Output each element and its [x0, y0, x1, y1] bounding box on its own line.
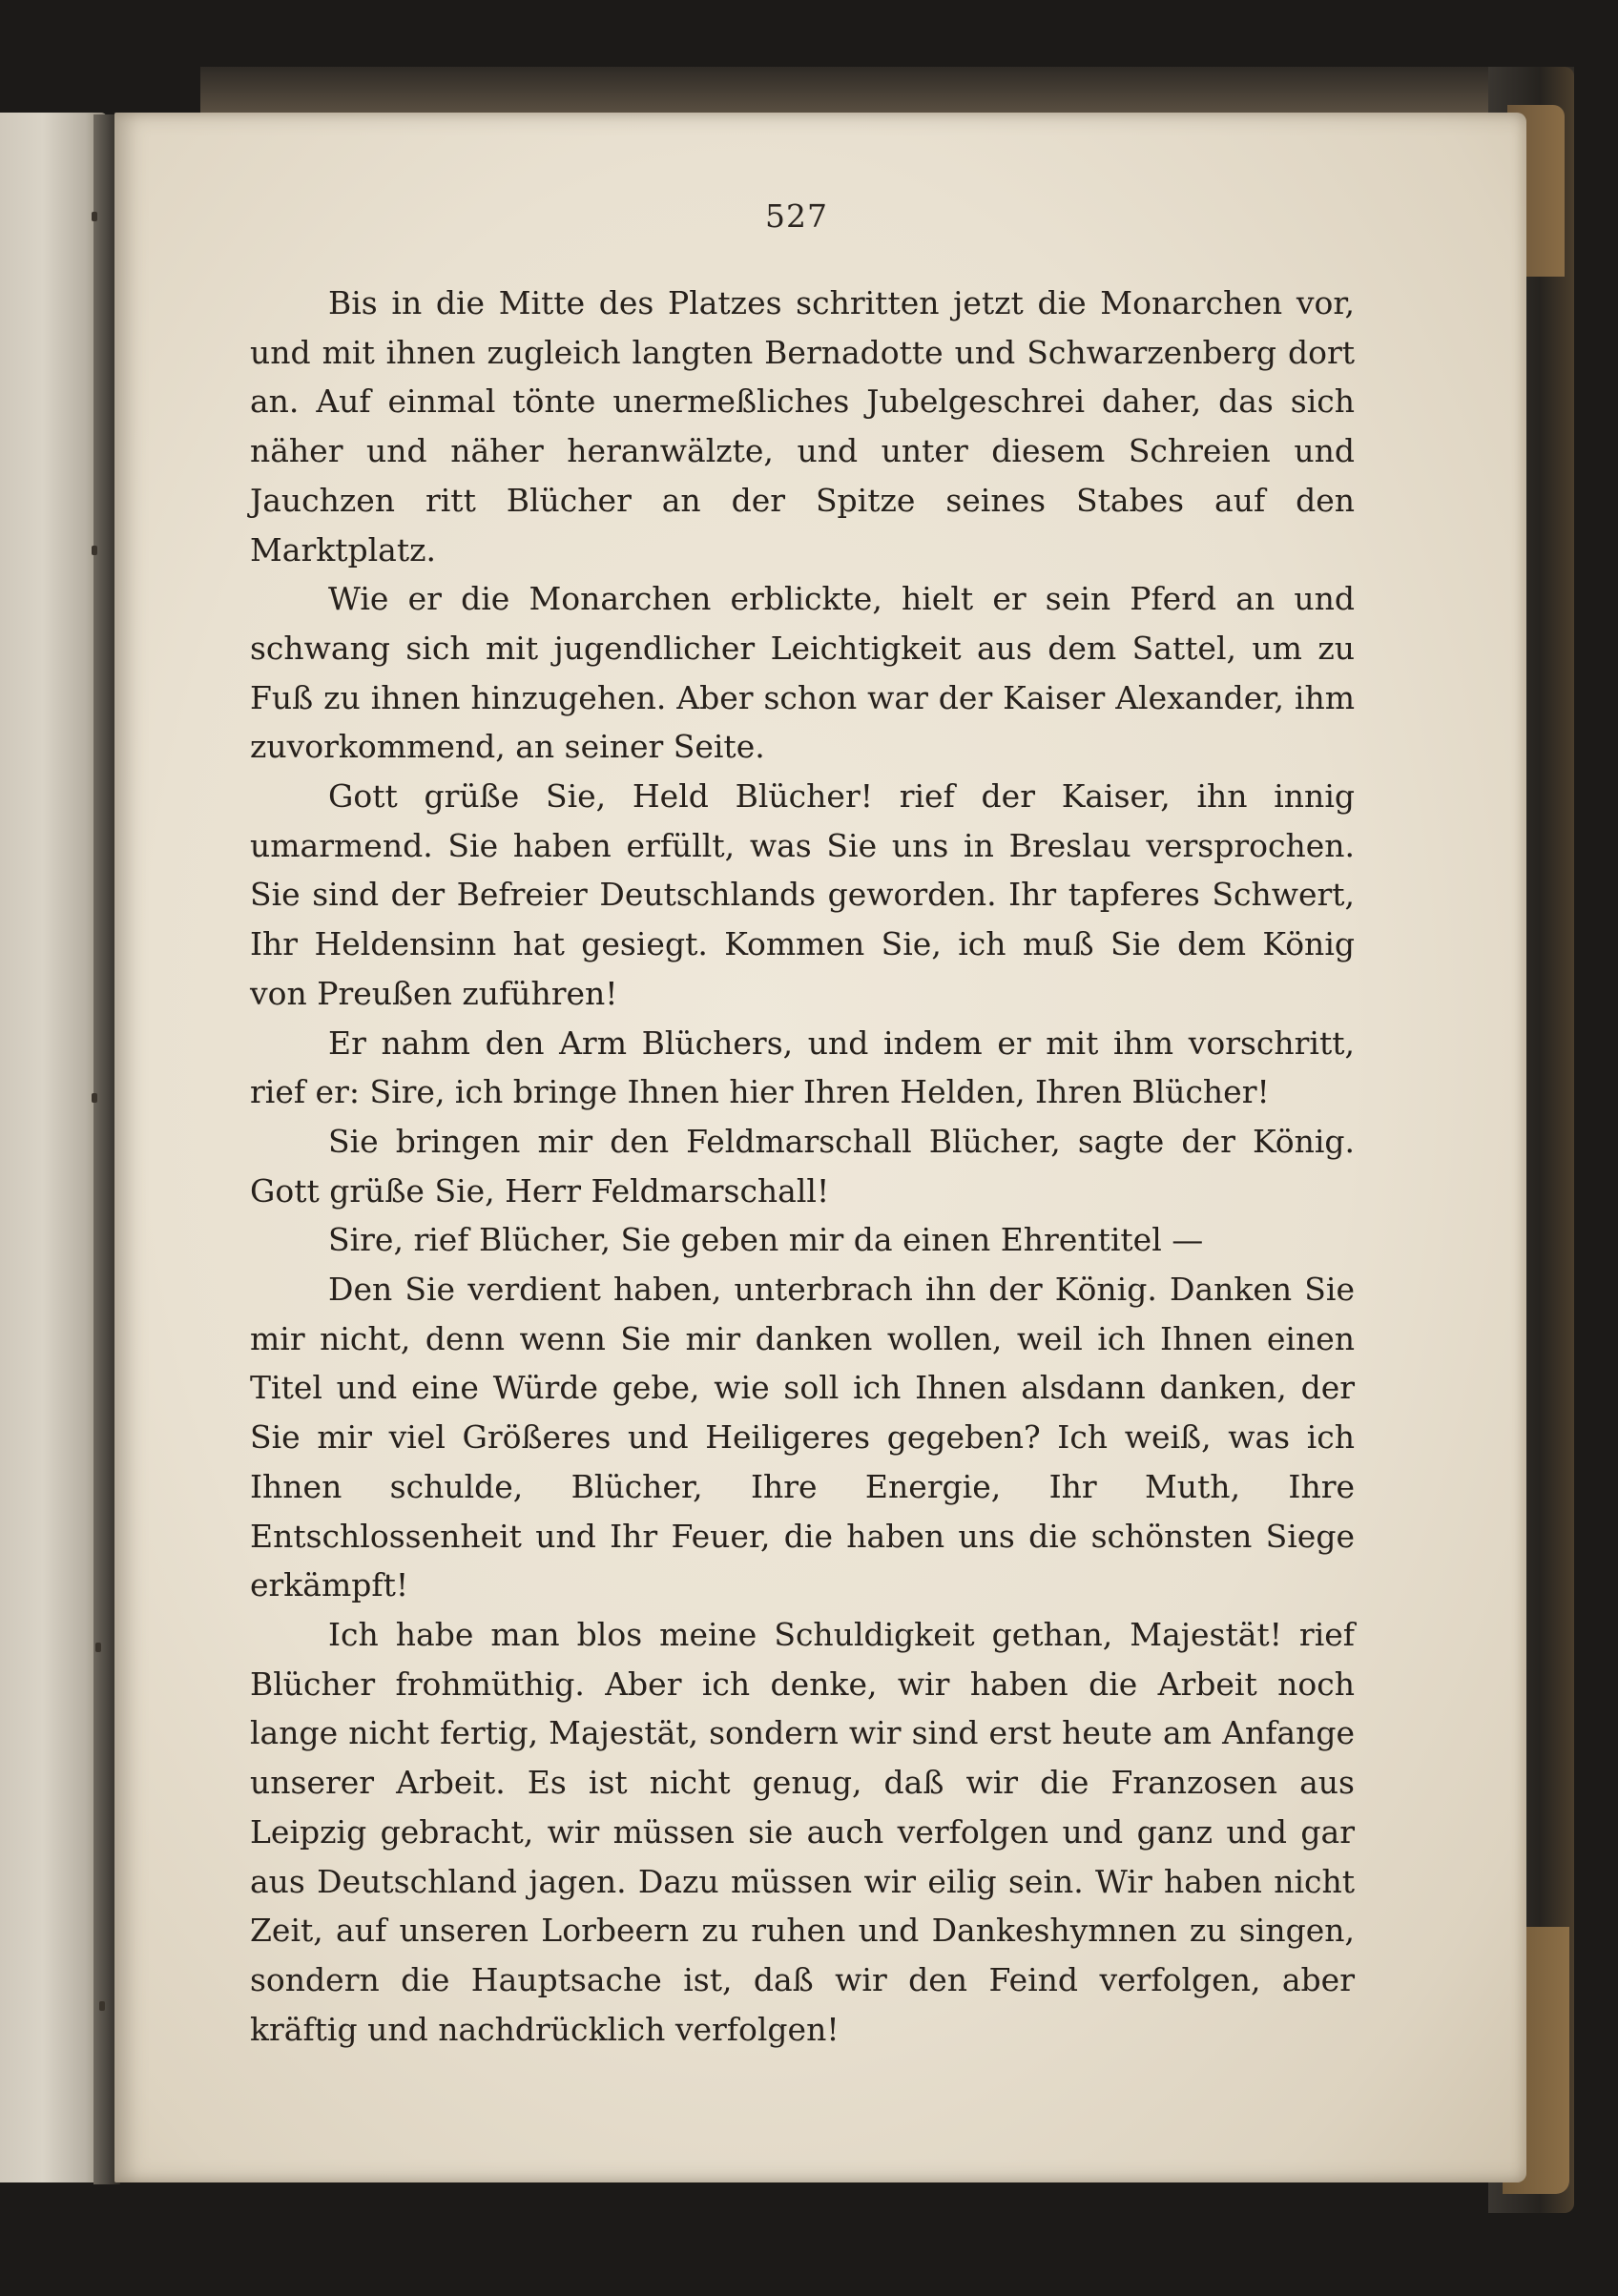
paragraph: Wie er die Monarchen erblickte, hielt er sein Pferd an und schwang sich mit jugendlicher Leichtigkeit aus dem Sattel, um zu Fuß zu ihnen hinzugehen. Aber schon war der Kaiser Alexander, ihm zuvorkommend, an seiner Seite. [250, 580, 1355, 766]
page-body-text [250, 279, 1355, 2054]
cover-edge-top [200, 67, 1574, 114]
paragraph: Sie bringen mir den Feldmarschall Blücher, sagte der König. Gott grüße Sie, Herr Feldmarschall! [250, 1122, 1355, 1210]
previous-page-edge [0, 113, 107, 2182]
paragraph: Ich habe man blos meine Schuldigkeit gethan, Majestät! rief Blücher frohmüthig. Aber ich denke, wir haben die Arbeit noch lange nicht fertig, Majestät, sondern wir sind erst heute am Anfange unserer Arbeit. Es ist nicht genug, daß wir die Franzosen aus Leipzig gebracht, wir müssen sie auch verfolgen und ganz und gar aus Deutschland jagen. Dazu müssen wir eilig sein. Wir haben nicht Zeit, auf unseren Lorbeern zu ruhen und Dankeshymnen zu singen, sondern die Hauptsache ist, daß wir den Feind verfolgen, aber kräftig und nachdrücklich verfolgen! [250, 1615, 1355, 2048]
binding-mark [92, 1093, 97, 1103]
binding-mark [92, 212, 97, 221]
page-number: 527 [765, 197, 828, 235]
binding-mark [95, 1643, 101, 1652]
paragraph: Den Sie verdient haben, unterbrach ihn der König. Danken Sie mir nicht, denn wenn Sie mir danken wollen, weil ich Ihnen einen Titel und eine Würde gebe, wie soll ich Ihnen alsdann danken, der Sie mir viel Größeres und Heiligeres gegeben? Ich weiß, was ich Ihnen schulde, Blücher, Ihre Energie, Ihr Muth, Ihre Entschlossenheit und Ihr Feuer, die haben uns die schönsten Siege erkämpft! [250, 1271, 1355, 1604]
paragraph: Gott grüße Sie, Held Blücher! rief der Kaiser, ihn innig umarmend. Sie haben erfüllt, was Sie uns in Breslau versprochen. Sie sind der Befreier Deutschlands geworden. Ihr tapferes Schwert, Ihr Heldensinn hat gesiegt. Kommen Sie, ich muß Sie dem König von Preußen zuführen! [250, 777, 1355, 1012]
paragraph: Er nahm den Arm Blüchers, und indem er mit ihm vorschritt, rief er: Sire, ich bringe Ihnen hier Ihren Helden, Ihren Blücher! [250, 1024, 1355, 1111]
paragraph: Sire, rief Blücher, Sie geben mir da einen Ehrentitel — [328, 1221, 1204, 1259]
paragraph: Bis in die Mitte des Platzes schritten jetzt die Monarchen vor, und mit ihnen zugleich langten Bernadotte und Schwarzenberg dort an. Auf einmal tönte unermeßliches Jubelgeschrei daher, das sich näher und näher heranwälzte, und unter diesem Schreien und Jauchzen ritt Blücher an der Spitze seines Stabes auf den Marktplatz. [250, 284, 1355, 569]
binding-mark [99, 2001, 105, 2011]
binding-mark [92, 546, 97, 555]
